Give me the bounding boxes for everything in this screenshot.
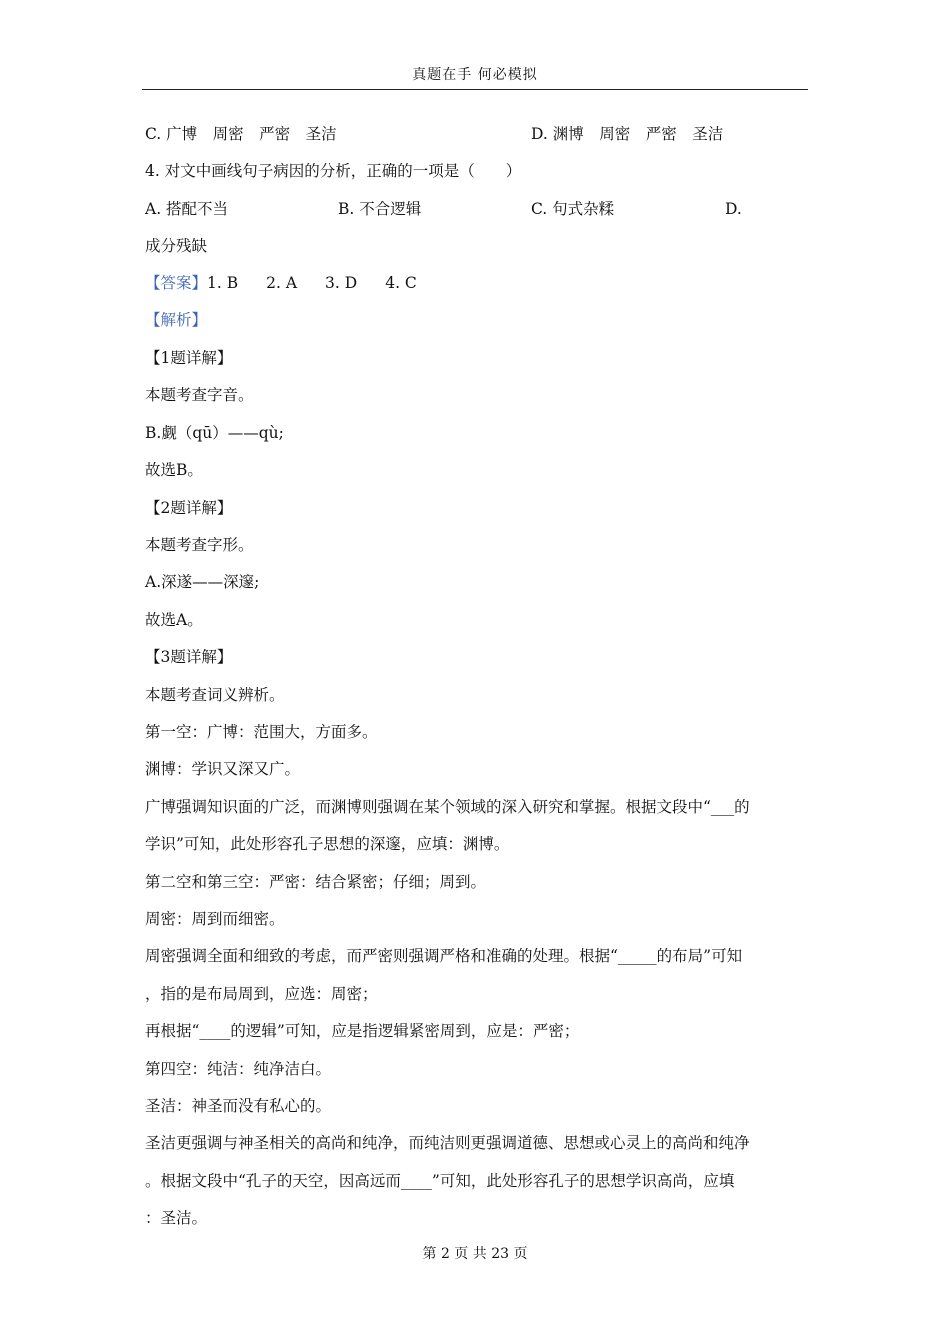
analysis-line: 周密：周到而细密。 <box>145 910 285 928</box>
q3-option-c: C. 广博 周密 严密 圣洁 <box>145 125 337 143</box>
analysis-line: ，指的是布局周到，应选：周密； <box>145 984 378 1003</box>
q4-option-c: C. 句式杂糅 <box>531 200 615 218</box>
q4-option-b: B. 不合逻辑 <box>338 200 422 218</box>
analysis-label: 【解析】 <box>145 311 208 329</box>
analysis-line: ：圣洁。 <box>145 1209 208 1228</box>
analysis-line: 渊博：学识又深又广。 <box>145 760 301 779</box>
analysis-line: 周密强调全面和细致的考虑，而严密则强调严格和准确的处理。根据“_____的布局”可知 <box>145 947 743 966</box>
analysis-line: 第二空和第三空：严密：结合紧密；仔细；周到。 <box>145 872 487 891</box>
answer-label: 【答案】 <box>145 274 208 292</box>
analysis-line: 故选B。 <box>145 461 203 480</box>
answer-item: 4. C <box>385 274 417 292</box>
analysis-line: 再根据“____的逻辑”可知，应是指逻辑紧密周到，应是：严密； <box>145 1022 580 1041</box>
analysis-line: 【3题详解】 <box>145 648 233 667</box>
analysis-line: B.觑（qū）——qù; <box>145 423 284 442</box>
analysis-line: 【1题详解】 <box>145 349 233 367</box>
analysis-line: 本题考查词义辨析。 <box>145 685 285 704</box>
q4-option-a: A. 搭配不当 <box>145 200 229 218</box>
page-footer: 第 2 页 共 23 页 <box>422 1246 528 1262</box>
analysis-line: 第一空：广博：范围大，方面多。 <box>145 723 378 741</box>
analysis-line: 圣洁更强调与神圣相关的高尚和纯净，而纯洁则更强调道德、思想或心灵上的高尚和纯净 <box>145 1134 750 1153</box>
analysis-line: 故选A。 <box>145 610 203 629</box>
analysis-line: 本题考查字形。 <box>145 536 254 554</box>
analysis-line: 广博强调知识面的广泛，而渊博则强调在某个领域的深入研究和掌握。根据文段中“___的 <box>145 797 750 816</box>
analysis-line: 学识”可知，此处形容孔子思想的深邃，应填：渊博。 <box>145 835 510 854</box>
q4-option-d-continued: 成分残缺 <box>145 237 208 255</box>
q3-option-d: D. 渊博 周密 严密 圣洁 <box>531 125 724 143</box>
q4-stem: 4. 对文中画线句子病因的分析，正确的一项是（ ） <box>145 162 522 180</box>
analysis-line: 本题考查字音。 <box>145 386 254 405</box>
q4-option-d: D. <box>725 200 742 218</box>
answer-item: 1. B <box>207 274 239 292</box>
analysis-line: 圣洁：神圣而没有私心的。 <box>145 1097 332 1115</box>
analysis-line: 第四空：纯洁：纯净洁白。 <box>145 1059 332 1078</box>
answer-item: 2. A <box>266 274 298 292</box>
header-divider <box>142 89 808 90</box>
answer-item: 3. D <box>325 274 358 292</box>
answer-row <box>145 272 809 294</box>
analysis-line: 。根据文段中“孔子的天空，因高远而____”可知，此处形容孔子的思想学识高尚，应填 <box>145 1171 735 1190</box>
analysis-line: 【2题详解】 <box>145 498 233 517</box>
page-header: 真题在手 何必模拟 <box>412 67 538 83</box>
analysis-line: A.深遂——深邃; <box>145 573 260 592</box>
